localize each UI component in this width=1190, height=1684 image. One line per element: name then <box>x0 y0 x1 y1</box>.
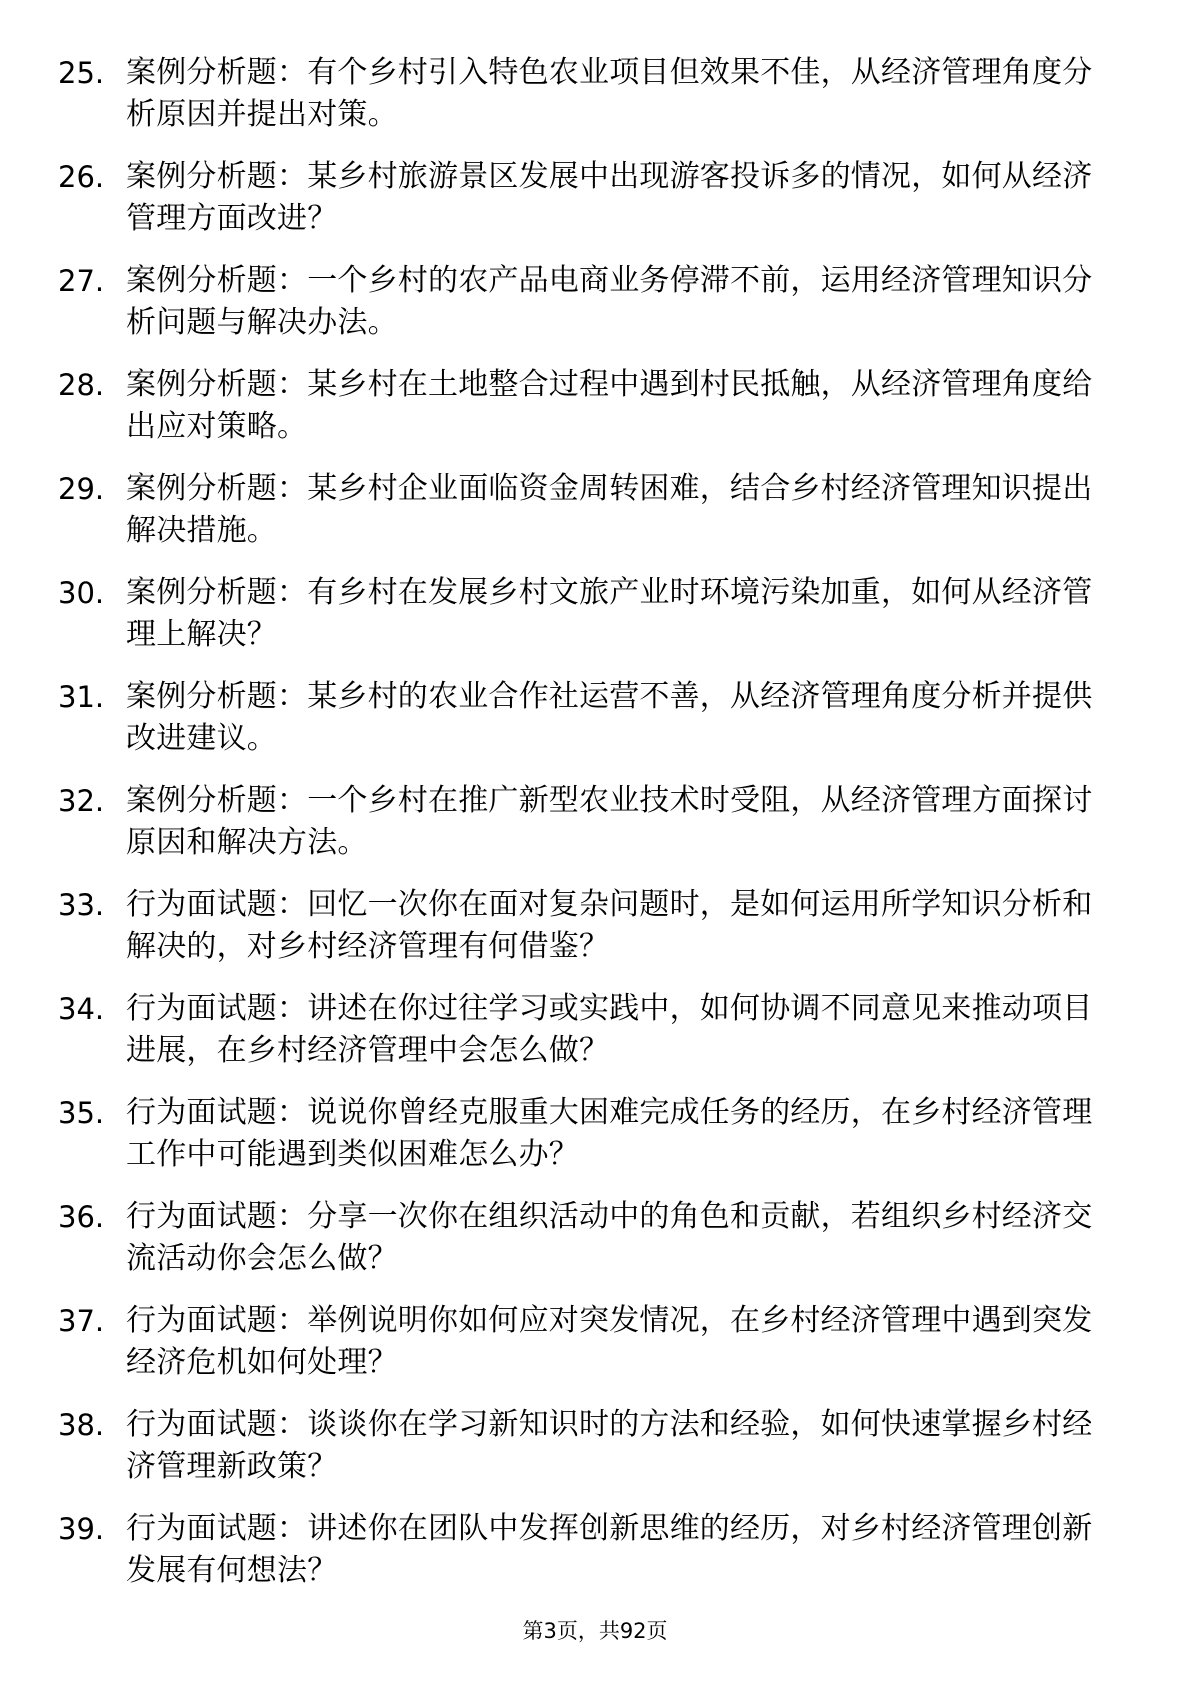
question-text: 案例分析题：有个乡村引入特色农业项目但效果不佳，从经济管理角度分析原因并提出对策。 <box>126 55 1093 132</box>
question-item <box>58 1404 1118 1508</box>
question-text: 行为面试题：举例说明你如何应对突发情况，在乡村经济管理中遇到突发经济危机如何处理？ <box>126 1303 1093 1380</box>
question-number: 38. <box>58 1408 105 1442</box>
question-item <box>58 1300 1118 1404</box>
question-item <box>58 780 1118 884</box>
question-item <box>58 156 1118 260</box>
question-number: 35. <box>58 1096 105 1130</box>
question-number: 25. <box>58 56 105 90</box>
question-text: 案例分析题：有乡村在发展乡村文旅产业时环境污染加重，如何从经济管理上解决？ <box>126 575 1093 652</box>
question-text: 行为面试题：讲述你在团队中发挥创新思维的经历，对乡村经济管理创新发展有何想法？ <box>126 1511 1093 1588</box>
question-text: 案例分析题：某乡村的农业合作社运营不善，从经济管理角度分析并提供改进建议。 <box>126 679 1093 756</box>
question-text: 行为面试题：讲述在你过往学习或实践中，如何协调不同意见来推动项目进展，在乡村经济管理中会怎么做？ <box>126 991 1093 1068</box>
question-item <box>58 52 1118 156</box>
question-text: 案例分析题：一个乡村在推广新型农业技术时受阻，从经济管理方面探讨原因和解决方法。 <box>126 783 1093 860</box>
question-text: 案例分析题：某乡村旅游景区发展中出现游客投诉多的情况，如何从经济管理方面改进？ <box>126 159 1093 236</box>
question-item <box>58 884 1118 988</box>
question-number: 32. <box>58 784 105 818</box>
question-number: 31. <box>58 680 105 714</box>
question-item <box>58 572 1118 676</box>
question-item <box>58 988 1118 1092</box>
question-item <box>58 1508 1118 1612</box>
question-item <box>58 676 1118 780</box>
question-text: 行为面试题：谈谈你在学习新知识时的方法和经验，如何快速掌握乡村经济管理新政策？ <box>126 1407 1093 1484</box>
question-item <box>58 1196 1118 1300</box>
question-item <box>58 1092 1118 1196</box>
question-number: 29. <box>58 472 105 506</box>
question-text: 案例分析题：某乡村企业面临资金周转困难，结合乡村经济管理知识提出解决措施。 <box>126 471 1093 548</box>
question-number: 27. <box>58 264 105 298</box>
question-number: 28. <box>58 368 105 402</box>
question-item <box>58 364 1118 468</box>
question-number: 33. <box>58 888 105 922</box>
question-number: 37. <box>58 1304 105 1338</box>
question-number: 36. <box>58 1200 105 1234</box>
question-item <box>58 468 1118 572</box>
question-text: 行为面试题：说说你曾经克服重大困难完成任务的经历，在乡村经济管理工作中可能遇到类似困难怎么办？ <box>126 1095 1093 1172</box>
question-list <box>58 52 1118 1612</box>
question-number: 34. <box>58 992 105 1026</box>
page-number-footer: 第3页，共92页 <box>522 1619 668 1643</box>
question-number: 26. <box>58 160 105 194</box>
question-text: 案例分析题：某乡村在土地整合过程中遇到村民抵触，从经济管理角度给出应对策略。 <box>126 367 1093 444</box>
question-text: 行为面试题：回忆一次你在面对复杂问题时，是如何运用所学知识分析和解决的，对乡村经济管理有何借鉴？ <box>126 887 1093 964</box>
question-item <box>58 260 1118 364</box>
question-number: 39. <box>58 1512 105 1546</box>
question-number: 30. <box>58 576 105 610</box>
question-text: 案例分析题：一个乡村的农产品电商业务停滞不前，运用经济管理知识分析问题与解决办法。 <box>126 263 1093 340</box>
question-text: 行为面试题：分享一次你在组织活动中的角色和贡献，若组织乡村经济交流活动你会怎么做？ <box>126 1199 1093 1276</box>
